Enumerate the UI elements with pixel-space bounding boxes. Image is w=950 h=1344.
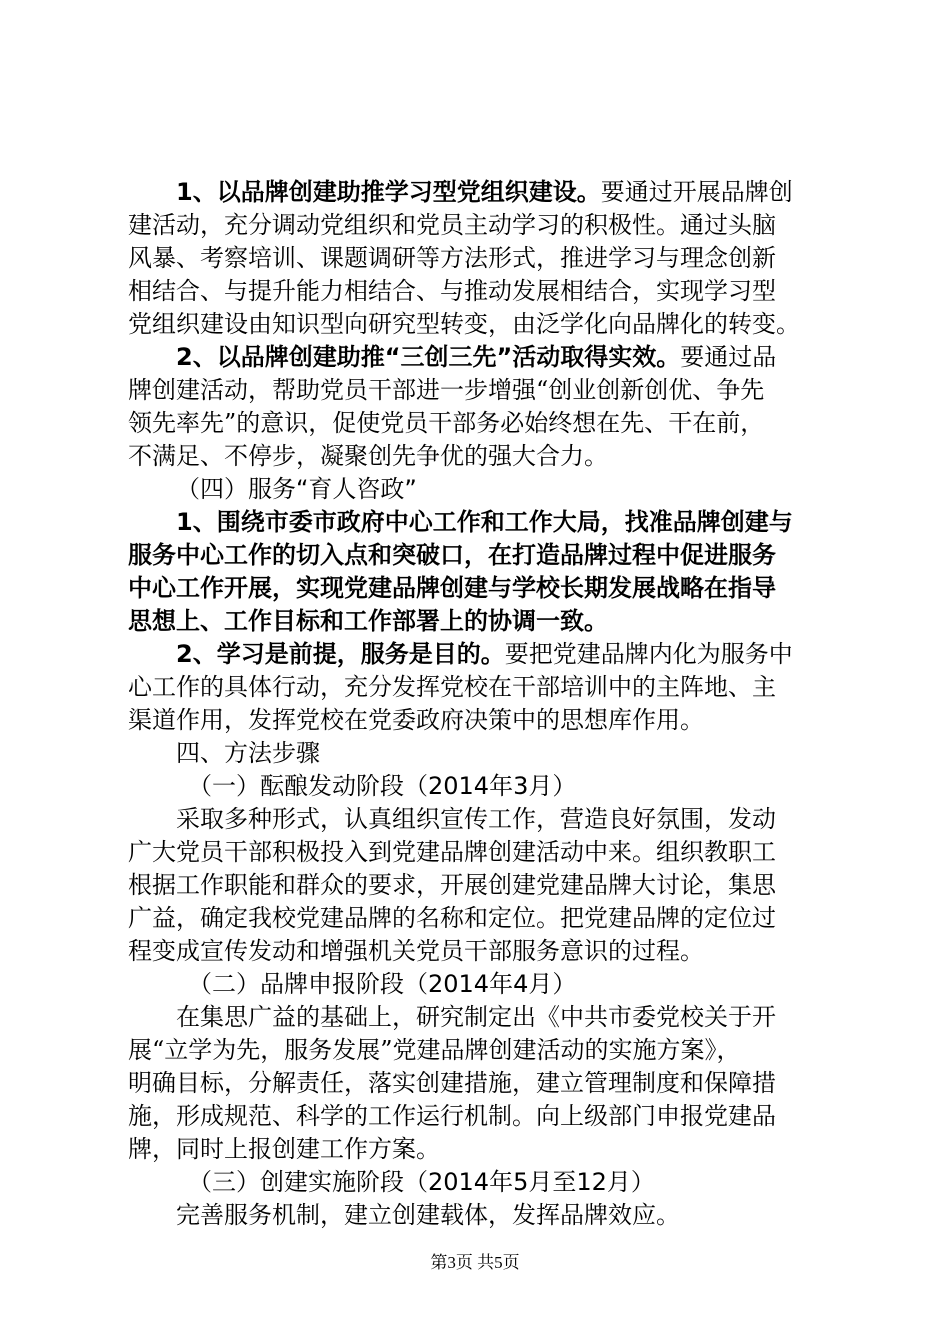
paragraph-line-bold: 思想上、工作目标和工作部署上的协调一致。 xyxy=(128,607,608,635)
paragraph-line: 不满足、不停步，凝聚创先争优的强大合力。 xyxy=(128,442,608,470)
document-body xyxy=(128,176,828,1232)
paragraph-line-bold: 服务中心工作的切入点和突破口，在打造品牌过程中促进服务 xyxy=(128,541,776,569)
subheading-2-three-creations: 2、以品牌创建助推“三创三先”活动取得实效。 xyxy=(176,343,681,371)
paragraph-line: 广大党员干部积极投入到党建品牌创建活动中来。组织教职工 xyxy=(128,838,776,866)
paragraph-line: 明确目标，分解责任，落实创建措施，建立管理制度和保障措 xyxy=(128,1069,776,1097)
paragraph-line: 心工作的具体行动，充分发挥党校在干部培训中的主阵地、主 xyxy=(128,673,776,701)
paragraph-line: 风暴、考察培训、课题调研等方法形式，推进学习与理念创新 xyxy=(128,244,776,272)
stage-heading-1: （一）酝酿发动阶段（2014年3月） xyxy=(188,772,577,800)
paragraph-line: 2、学习是前提，服务是目的。要把党建品牌内化为服务中 xyxy=(176,640,793,668)
paragraph-line: 相结合、与提升能力相结合、与推动发展相结合，实现学习型 xyxy=(128,277,776,305)
paragraph-line: 在集思广益的基础上，研究制定出《中共市委党校关于开 xyxy=(176,1003,776,1031)
stage-heading-3: （三）创建实施阶段（2014年5月至12月） xyxy=(188,1168,655,1196)
paragraph-line: 牌，同时上报创建工作方案。 xyxy=(128,1135,440,1163)
paragraph-line: 1、以品牌创建助推学习型党组织建设。要通过开展品牌创 xyxy=(176,178,793,206)
page-number: 第3页 共5页 xyxy=(430,1253,520,1272)
paragraph-line: 渠道作用，发挥党校在党委政府决策中的思想库作用。 xyxy=(128,706,704,734)
paragraph-line: 程变成宣传发动和增强机关党员干部服务意识的过程。 xyxy=(128,937,704,965)
paragraph-line: 完善服务机制，建立创建载体，发挥品牌效应。 xyxy=(176,1201,680,1229)
subheading-2-learning-service: 2、学习是前提，服务是目的。 xyxy=(176,640,505,668)
paragraph-line-bold: 中心工作开展，实现党建品牌创建与学校长期发展战略在指导 xyxy=(128,574,776,602)
section-heading-methods: 四、方法步骤 xyxy=(176,739,320,767)
paragraph-line: 2、以品牌创建助推“三创三先”活动取得实效。要通过品 xyxy=(176,343,777,371)
paragraph-line: 施，形成规范、科学的工作运行机制。向上级部门申报党建品 xyxy=(128,1102,776,1130)
paragraph-line: 根据工作职能和群众的要求，开展创建党建品牌大讨论，集思 xyxy=(128,871,776,899)
paragraph-line: 建活动，充分调动党组织和党员主动学习的积极性。通过头脑 xyxy=(128,211,776,239)
stage-heading-2: （二）品牌申报阶段（2014年4月） xyxy=(188,970,577,998)
paragraph-line: 领先率先”的意识，促使党员干部务必始终想在先、干在前， xyxy=(128,409,765,437)
paragraph-line: 广益，确定我校党建品牌的名称和定位。把党建品牌的定位过 xyxy=(128,904,776,932)
subheading-1-learning-party: 1、以品牌创建助推学习型党组织建设。 xyxy=(176,178,601,206)
page-footer xyxy=(0,1248,950,1273)
paragraph-line: 党组织建设由知识型向研究型转变，由泛学化向品牌化的转变。 xyxy=(128,310,800,338)
section-heading-service: （四）服务“育人咨政” xyxy=(176,475,417,503)
paragraph-line: 展“立学为先，服务发展”党建品牌创建活动的实施方案》， xyxy=(128,1036,741,1064)
paragraph-line-bold: 1、围绕市委市政府中心工作和工作大局，找准品牌创建与 xyxy=(176,508,793,536)
paragraph-line: 采取多种形式，认真组织宣传工作，营造良好氛围，发动 xyxy=(176,805,776,833)
paragraph-line: 牌创建活动，帮助党员干部进一步增强“创业创新创优、争先 xyxy=(128,376,765,404)
